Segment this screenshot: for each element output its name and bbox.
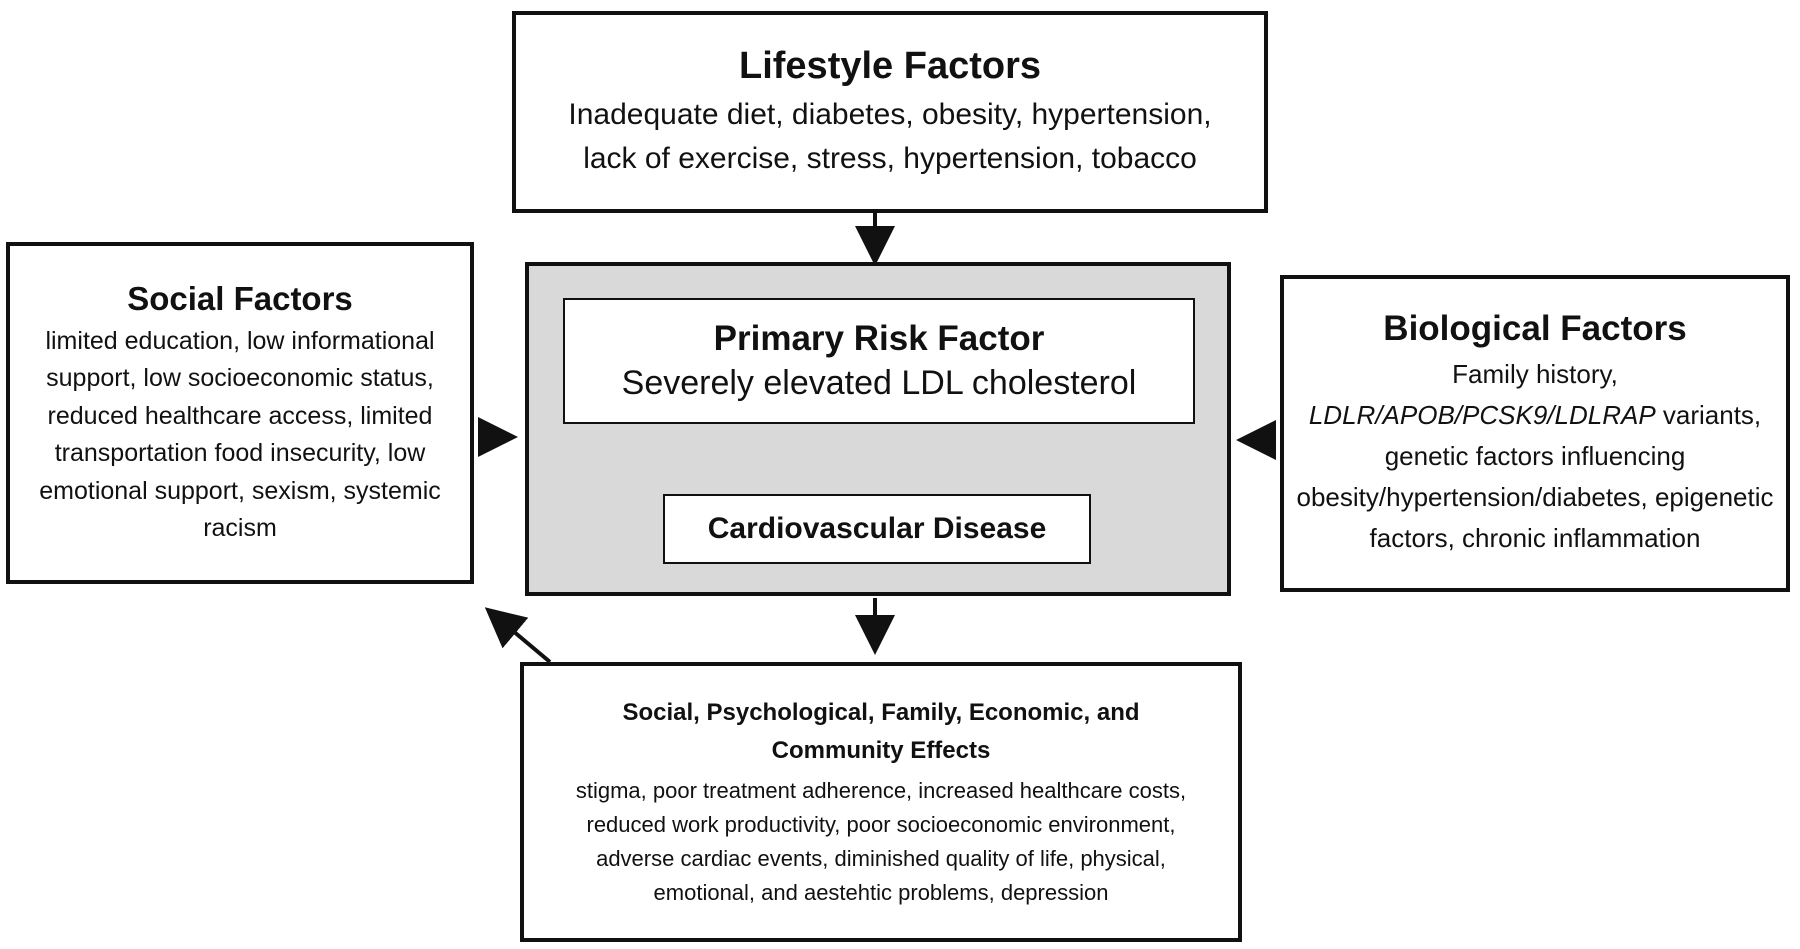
- arrow-effects-to-social: [494, 615, 550, 662]
- community-effects-title: Social, Psychological, Family, Economic, and Community Effects: [622, 699, 1140, 764]
- biological-factors-box: [1280, 275, 1790, 592]
- biological-factors-title: Biological Factors: [1383, 309, 1687, 348]
- community-effects-box: [520, 662, 1242, 942]
- social-factors-box: [6, 242, 474, 584]
- lifestyle-factors-box: [512, 11, 1268, 213]
- primary-risk-factor-title: Primary Risk Factor: [713, 319, 1045, 358]
- social-factors-title: Social Factors: [127, 279, 353, 317]
- biological-gene-variants: LDLR/APOB/PCSK9/LDLRAP: [1308, 400, 1656, 430]
- cardiovascular-disease-box: [663, 494, 1091, 564]
- core-risk-panel: [525, 262, 1231, 596]
- primary-risk-factor-box: [563, 298, 1195, 424]
- biological-family-history: Family history,: [1452, 359, 1618, 389]
- biological-other-factors: genetic factors influencing obesity/hypertension/diabetes, epigenetic factors, chronic inflammation: [1296, 441, 1774, 553]
- lifestyle-factors-title: Lifestyle Factors: [739, 45, 1041, 87]
- lifestyle-factors-line-2: lack of exercise, stress, hypertension, tobacco: [583, 142, 1197, 175]
- biological-factors-body: [1284, 354, 1786, 559]
- primary-risk-factor-body: Severely elevated LDL cholesterol: [621, 364, 1137, 402]
- cardiovascular-disease-label: Cardiovascular Disease: [707, 512, 1047, 545]
- biological-variants-suffix: variants,: [1655, 400, 1762, 430]
- social-factors-body: limited education, low informational support, low socioeconomic status, reduced healthcare access, limited transportation food insecurity, low emotional support, sexism, systemic racism: [39, 326, 441, 542]
- lifestyle-factors-line-1: Inadequate diet, diabetes, obesity, hypertension,: [568, 98, 1212, 131]
- community-effects-body: stigma, poor treatment adherence, increased healthcare costs, reduced work productivity, poor socioeconomic environment, adverse cardiac events, diminished quality of life, physical, emotional, and aestehtic problems, depression: [575, 778, 1187, 905]
